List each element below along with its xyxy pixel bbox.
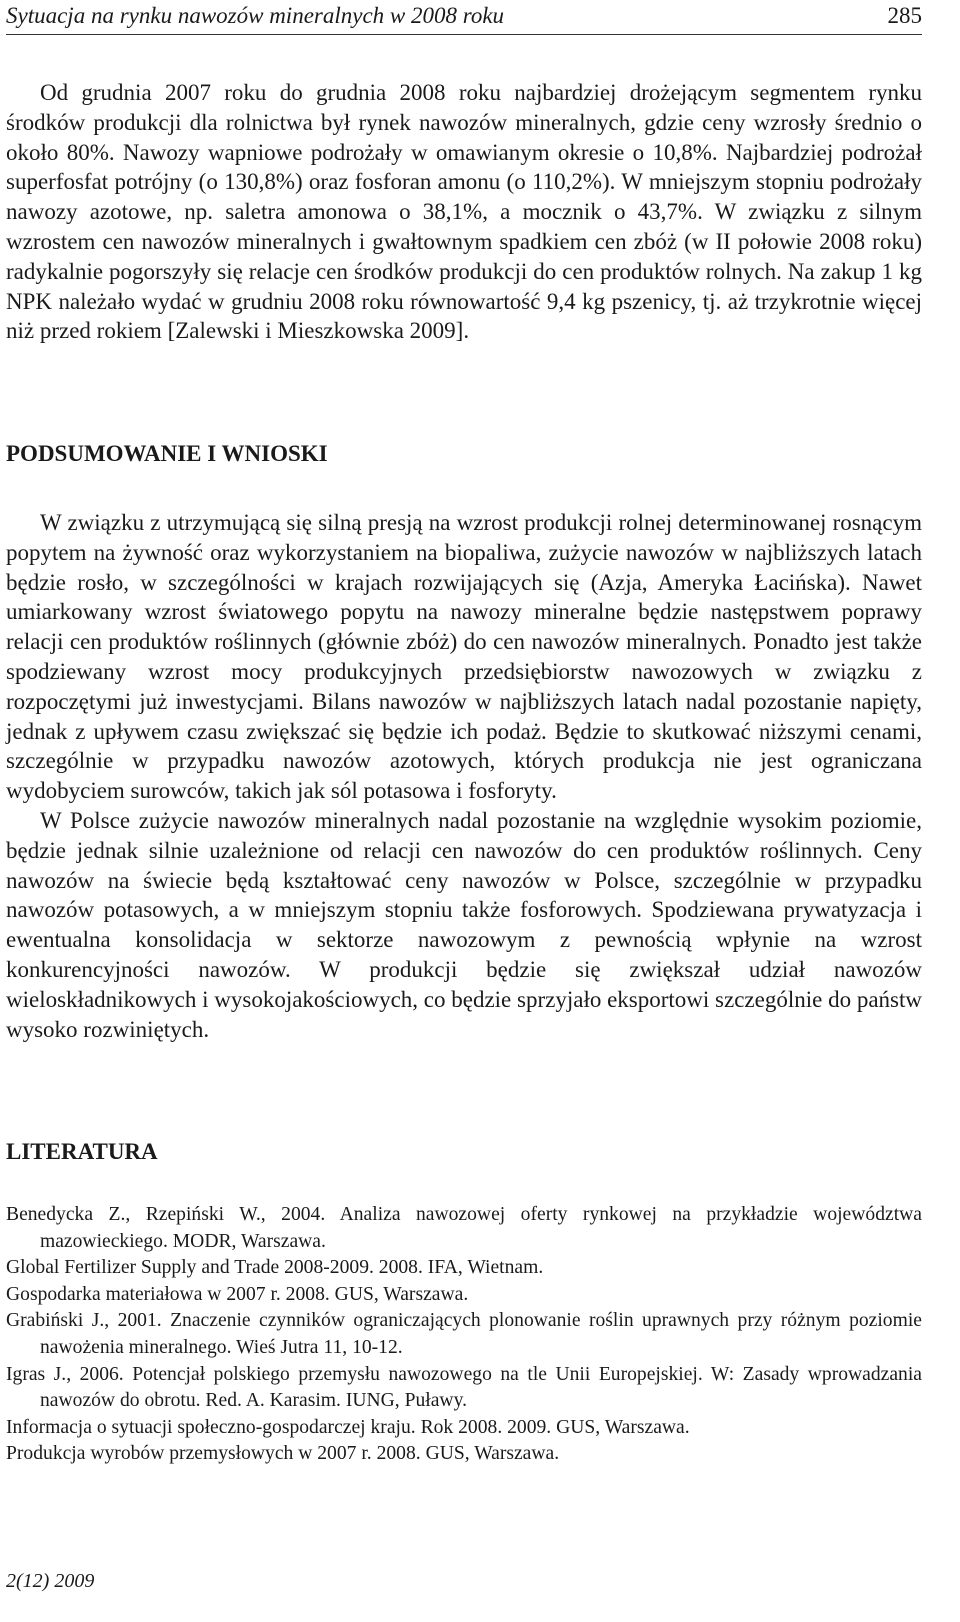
intro-section xyxy=(6,78,922,346)
reference-entry: Benedycka Z., Rzepiński W., 2004. Analiza nawozowej oferty rynkowej na przykładzie województwa mazowieckiego. MODR, Warszawa. xyxy=(6,1204,922,1252)
reference-entry: Igras J., 2006. Potencjał polskiego przemysłu nawozowego na tle Unii Europejskiej. W: Zasady wprowadzania nawozów do obrotu. Red. A. Karasim. IUNG, Puławy. xyxy=(6,1363,922,1412)
page-number: 285 xyxy=(887,3,922,28)
summary-paragraph: W Polsce zużycie nawozów mineralnych nadal pozostanie na względnie wysokim poziomie, będzie jednak silnie uzależnione od relacji cen nawozów do cen produktów roślinnych. Ceny nawozów na świecie będą kształtować ceny nawozów w Polsce, szczególnie w przypadku nawozów potasowych, a w mniejszym stopniu także fosforowych. Spodziewana prywatyzacja i ewentualna konsolidacja w sektorze nawozowym z pewnością wpłynie na wzrost konkurencyjności nawozów. W produkcji będzie się zwiększał udział nawozów wieloskładnikowych i wysokojakościowych, co będzie sprzyjało eksportowi szczególnie do państw wysoko rozwiniętych. xyxy=(6,807,922,1042)
literature-heading: LITERATURA xyxy=(6,1139,158,1164)
journal-issue-footer: 2(12) 2009 xyxy=(6,1570,95,1592)
reference-entry: Produkcja wyrobów przemysłowych w 2007 r. 2008. GUS, Warszawa. xyxy=(6,1443,560,1465)
running-header xyxy=(6,0,922,35)
reference-entry: Grabiński J., 2001. Znaczenie czynników ograniczających plonowanie roślin uprawnych przy różnym poziomie nawożenia mineralnego. Wieś Jutra 11, 10-12. xyxy=(6,1310,922,1358)
summary-heading: PODSUMOWANIE I WNIOSKI xyxy=(6,441,328,466)
intro-paragraph: Od grudnia 2007 roku do grudnia 2008 roku najbardziej drożejącym segmentem rynku środków produkcji dla rolnictwa był rynek nawozów mineralnych, gdzie ceny wzrosły średnio o około 80%. Nawozy wapniowe podrożały w omawianym okresie o 10,8%. Najbardziej podrożał superfosfat potrójny (o 130,8%) oraz fosforan amonu (o 110,2%). W mniejszym stopniu podrożały nawozy azotowe, np. saletra amonowa o 38,1%, a mocznik o 43,7%. W związku z silnym wzrostem cen nawozów mineralnych i gwałtownym spadkiem cen zbóż (w II połowie 2008 roku) radykalnie pogorszyły się relacje cen środków produkcji do cen produktów rolnych. Na zakup 1 kg NPK należało wydać w grudniu 2008 roku równowartość 9,4 kg pszenicy, tj. aż trzykrotnie więcej niż przed rokiem [Zalewski i Mieszkowska 2009]. xyxy=(6,80,922,344)
reference-entry: Informacja o sytuacji społeczno-gospodarczej kraju. Rok 2008. 2009. GUS, Warszawa. xyxy=(6,1416,690,1438)
reference-list xyxy=(6,1202,922,1468)
reference-entry: Gospodarka materiałowa w 2007 r. 2008. GUS, Warszawa. xyxy=(6,1283,469,1305)
summary-paragraph: W związku z utrzymującą się silną presją na wzrost produkcji rolnej determinowanej rosnącym popytem na żywność oraz wykorzystaniem na biopaliwa, zużycie nawozów w najbliższych latach będzie rosło, w szczególności w krajach rozwijających się (Azja, Ameryka Łacińska). Nawet umiarkowany wzrost światowego popytu na nawozy mineralne będzie następstwem poprawy relacji cen produktów roślinnych (głównie zbóż) do cen nawozów mineralnych. Ponadto jest także spodziewany wzrost mocy produkcyjnych przedsiębiorstw nawozowych w związku z rozpoczętymi już inwestycjami. Bilans nawozów w najbliższych latach nadal pozostanie napięty, jednak z upływem czasu zwiększać się będzie ich podaż. Będzie to skutkować niższymi cenami, szczególnie w przypadku nawozów azotowych, których produkcja nie jest ograniczana wydobyciem surowców, takich jak sól potasowa i fosforyty. xyxy=(6,510,922,804)
reference-entry: Global Fertilizer Supply and Trade 2008-2009. 2008. IFA, Wietnam. xyxy=(6,1257,544,1279)
running-title: Sytuacja na rynku nawozów mineralnych w 2008 roku xyxy=(6,3,505,28)
summary-section xyxy=(6,508,922,1044)
